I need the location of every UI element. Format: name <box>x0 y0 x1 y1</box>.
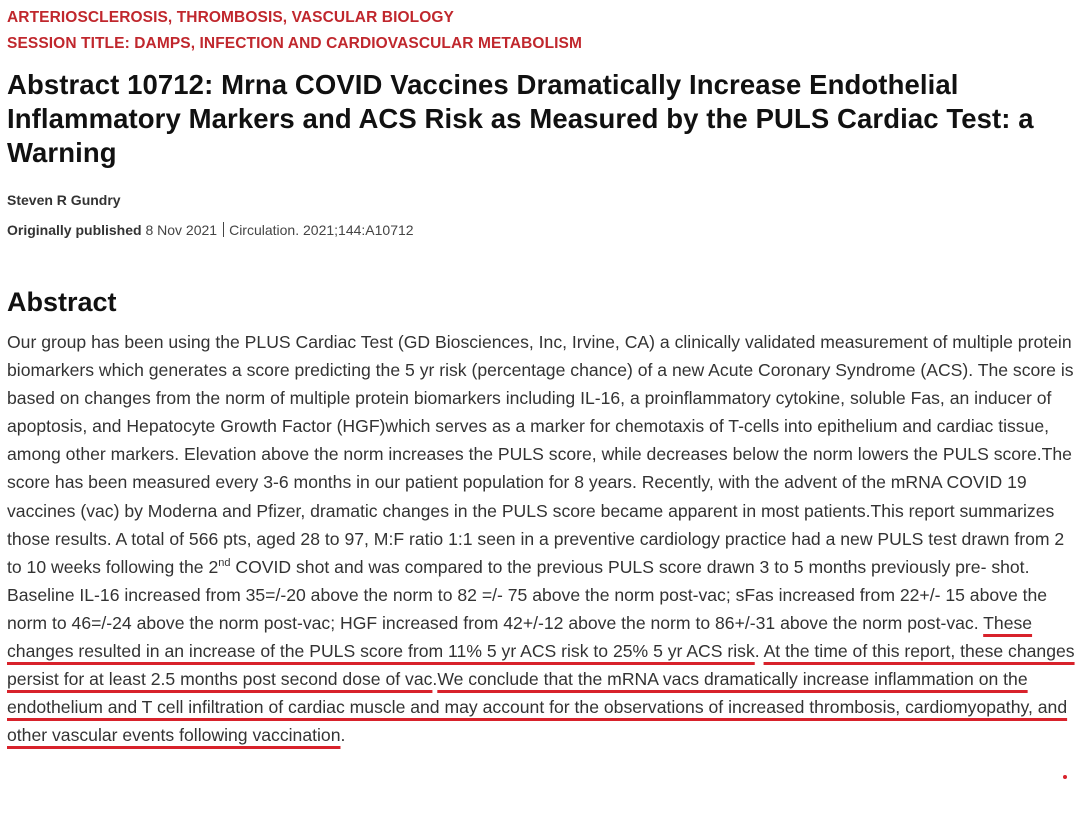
abstract-text-part: . <box>754 641 764 662</box>
annotation-dot <box>1063 775 1067 779</box>
published-label: Originally published <box>7 222 142 238</box>
publication-info <box>7 220 1079 240</box>
category-label[interactable]: ARTERIOSCLEROSIS, THROMBOSIS, VASCULAR BIOLOGY <box>7 9 454 26</box>
author-name[interactable]: Steven R Gundry <box>7 192 121 208</box>
divider <box>223 222 224 237</box>
abstract-body <box>7 328 1079 749</box>
citation: Circulation. 2021;144:A10712 <box>229 222 414 238</box>
session-title-label[interactable]: SESSION TITLE: DAMPS, INFECTION AND CARDIOVASCULAR METABOLISM <box>7 35 583 52</box>
abstract-text-part: . <box>340 725 346 746</box>
abstract-text-part: Our group has been using the PLUS Cardiac Test (GD Biosciences, Inc, Irvine, CA) a clinically validated measurement of multiple protein biomarkers which generates a score predicting the 5 yr risk (percentage chance) of a new Acute Coronary Syndrome (ACS). The score is based on changes from the norm of multiple protein biomarkers including IL-16, a proinflammatory cytokine, soluble Fas, an inducer of apoptosis, and Hepatocyte Growth Factor (HGF)which serves as a marker for chemotaxis of T-cells into epithelium and cardiac tissue, among other markers. Elevation above the norm increases the PULS score, while decreases below the norm lowers the PULS score.The score has been measured every 3-6 months in our patient population for 8 years. Recently, with the advent of the mRNA COVID 19 vaccines (vac) by Moderna and Pfizer, dramatic changes in the PULS score became apparent in most patients.This report summarizes those results. A total of 566 pts, aged 28 to 97, M:F ratio 1:1 seen in a preventive cardiology practice had a new PULS test drawn from 2 to 10 weeks following the 2 <box>7 332 1074 577</box>
ordinal-superscript: nd <box>218 556 231 569</box>
underlined-passage: We conclude that the mRNA vacs dramatically increase inflammation on the endothelium and T cell infiltration of cardiac muscle and may account for the observations of increased thrombosis, cardiomyopathy, and other vascular events following vaccination <box>7 669 1068 746</box>
underlined-passage: These changes resulted in an increase of the PULS score from 11% 5 yr ACS risk to 25% 5 yr ACS risk <box>7 612 1033 662</box>
published-date: 8 Nov 2021 <box>145 222 218 238</box>
abstract-text-part: COVID shot and was compared to the previous PULS score drawn 3 to 5 months previously pre- shot. Baseline IL-16 increased from 35=/-20 above the norm to 82 =/- 75 above the norm post-vac; sFas increased from 22+/- 15 above the norm to 46=/-24 above the norm post-vac; HGF increased from 42+/-12 above the norm to 86+/-31 above the norm post-vac. <box>7 556 1048 633</box>
abstract-text-part: . <box>432 669 438 690</box>
article-header <box>7 0 1079 767</box>
article-title: Abstract 10712: Mrna COVID Vaccines Dramatically Increase Endothelial Inflammatory Markers and ACS Risk as Measured by the PULS Cardiac Test: a Warning <box>7 69 1034 168</box>
abstract-heading: Abstract <box>7 287 117 317</box>
underlined-passage: At the time of this report, these changes persist for at least 2.5 months post second dose of vac <box>7 641 1075 690</box>
